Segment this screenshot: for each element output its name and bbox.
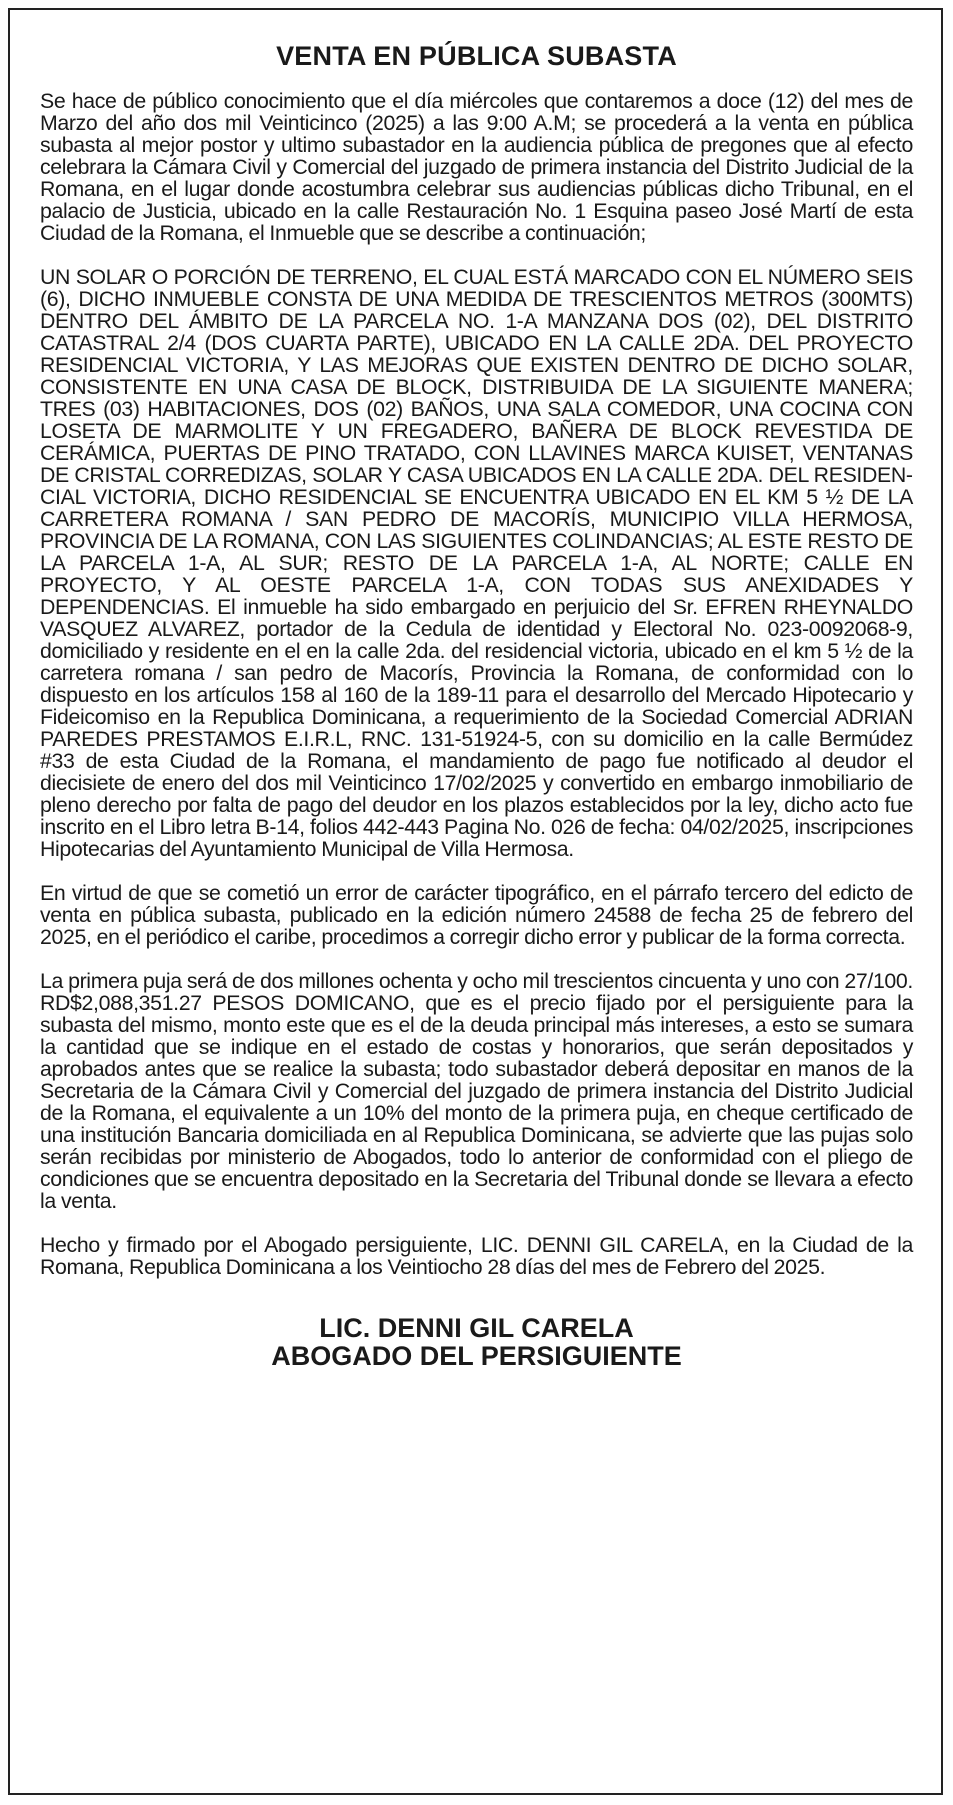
paragraph-correction: En virtud de que se cometió un error de carácter tipográfico, en el párrafo tercero del edicto de venta en pública subasta, publicado en la edición número 24588 de fecha 25 de febrero del 2025, en el periódico el caribe, procedimos a corregir dicho error y publicar de la forma correcta. bbox=[40, 881, 913, 949]
paragraph-signed: Hecho y firmado por el Abogado persiguiente, LIC. DENNI GIL CARELA, en la Ciudad de la Romana, Republica Dominicana a los Veintiocho 28 días del mes de Febrero del 2025. bbox=[40, 1233, 913, 1279]
signature-name: LIC. DENNI GIL CARELA bbox=[319, 1313, 634, 1343]
paragraph-bid-terms: La primera puja será de dos millones ochenta y ocho mil trescientos cincuenta y uno con 27/100. RD$2,088,351.27 PESOS DOMICANO, que es el precio fijado por el persiguiente para la subasta del mismo, monto este que es el de la deuda principal más intereses, a esto se sumara la cantidad que se indique en el estado de costas y honorarios, que serán depositados y aprobados antes que se realice la subasta; todo subastador deberá depositar en manos de la Secretaria de la Cámara Civil y Comercial del juzgado de primera instancia del Distrito Judicial de la Romana, el equivalente a un 10% del monto de la primera puja, en cheque certificado de una institución Bancaria domiciliada en al Republica Dominicana, se advierte que las pujas solo serán recibidas por ministerio de Abogados, todo lo anterior de conformidad con el pliego de condiciones que se encuentra depositado en la Secretaria del Tribunal donde se llevara a efecto la venta. bbox=[40, 969, 913, 1213]
paragraph-announcement: Se hace de público conocimiento que el día miércoles que contaremos a doce (12) del mes de Marzo del año dos mil Veinticinco (2025) a las 9:00 A.M; se procederá a la venta en pública subasta al mejor postor y ultimo subastador en la audiencia pública de pregones que al efecto celebrara la Cámara Civil y Comercial del juzgado de primera instancia del Distrito Judicial de la Romana, en el lugar donde acostumbra celebrar sus audiencias públicas dicho Tribunal, en el palacio de Justicia, ubicado en la calle Restauración No. 1 Esquina paseo José Martí de esta Ciudad de la Romana, el Inmueble que se describe a continuación; bbox=[40, 89, 913, 245]
signature-role: ABOGADO DEL PERSIGUIENTE bbox=[271, 1341, 682, 1371]
notice-title: VENTA EN PÚBLICA SUBASTA bbox=[276, 41, 677, 71]
signature-block bbox=[40, 1314, 913, 1370]
legal-notice bbox=[8, 8, 943, 1795]
paragraph-property-description: UN SOLAR O PORCIÓN DE TERRENO, EL CUAL ESTÁ MARCADO CON EL NÚMERO SEIS (6), DICHO INMUEBLE CONSTA DE UNA MEDIDA DE TRESCIENTOS METROS (300MTS) DENTRO DEL ÁMBITO DE LA PARCELA NO. 1-A MANZANA DOS (02), DEL DISTRITO CATASTRAL 2/4 (DOS CUARTA PARTE), UBICADO EN LA CALLE 2DA. DEL PROYECTO RESIDENCIAL VICTORIA, Y LAS MEJORAS QUE EXISTEN DENTRO DE DICHO SOLAR, CONSISTENTE EN UNA CASA DE BLOCK, DISTRIBUIDA DE LA SIGUIENTE MANERA; TRES (03) HABITACIONES, DOS (02) BAÑOS, UNA SALA COMEDOR, UNA COCINA CON LOSETA DE MARMOLITE Y UN FREGADERO, BAÑERA DE BLOCK REVESTIDA DE CERÁMICA, PUERTAS DE PINO TRATADO, CON LLAVINES MARCA KUISET, VENTANAS DE CRISTAL CORREDIZAS, SOLAR Y CASA UBICADOS EN LA CALLE 2DA. DEL RESIDENCIAL VICTORIA, DICHO RESIDENCIAL SE ENCUENTRA UBICADO EN EL KM 5 ½ DE LA CARRETERA ROMANA / SAN PEDRO DE MACORÍS, MUNICIPIO VILLA HERMOSA, PROVINCIA DE LA ROMANA, CON LAS SIGUIENTES COLINDANCIAS; AL ESTE RESTO DE LA PARCELA 1-A, AL SUR; RESTO DE LA PARCELA 1-A, AL NORTE; CALLE EN PROYECTO, Y AL OESTE PARCELA 1-A, CON TODAS SUS ANEXIDADES Y DEPENDENCIAS. El inmueble ha sido embargado en perjuicio del Sr. EFREN RHEYNALDO VASQUEZ ALVAREZ, portador de la Cedula de identidad y Electoral No. 023-0092068-9, domiciliado y residente en el en la calle 2da. del residencial victoria, ubicado en el km 5 ½ de la carretera romana / san pedro de Macorís, Provincia la Romana, de conformidad con lo dispuesto en los artículos 158 al 160 de la 189-11 para el desarrollo del Mercado Hipotecario y Fideicomiso en la Republica Dominicana, a requerimiento de la Sociedad Comercial ADRIAN PAREDES PRESTAMOS E.I.R.L, RNC. 131-51924-5, con su domicilio en la calle Bermúdez #33 de esta Ciudad de la Romana, el mandamiento de pago fue notificado al deudor el diecisiete de enero del dos mil Veinticinco 17/02/2025 y convertido en embargo inmobiliario de pleno derecho por falta de pago del deudor en los plazos establecidos por la ley, dicho acto fue inscrito en el Libro letra B-14, folios 442-443 Pagina No. 026 de fecha: 04/02/2025, inscripciones Hipotecarias del Ayuntamiento Municipal de Villa Hermosa. bbox=[40, 265, 913, 861]
